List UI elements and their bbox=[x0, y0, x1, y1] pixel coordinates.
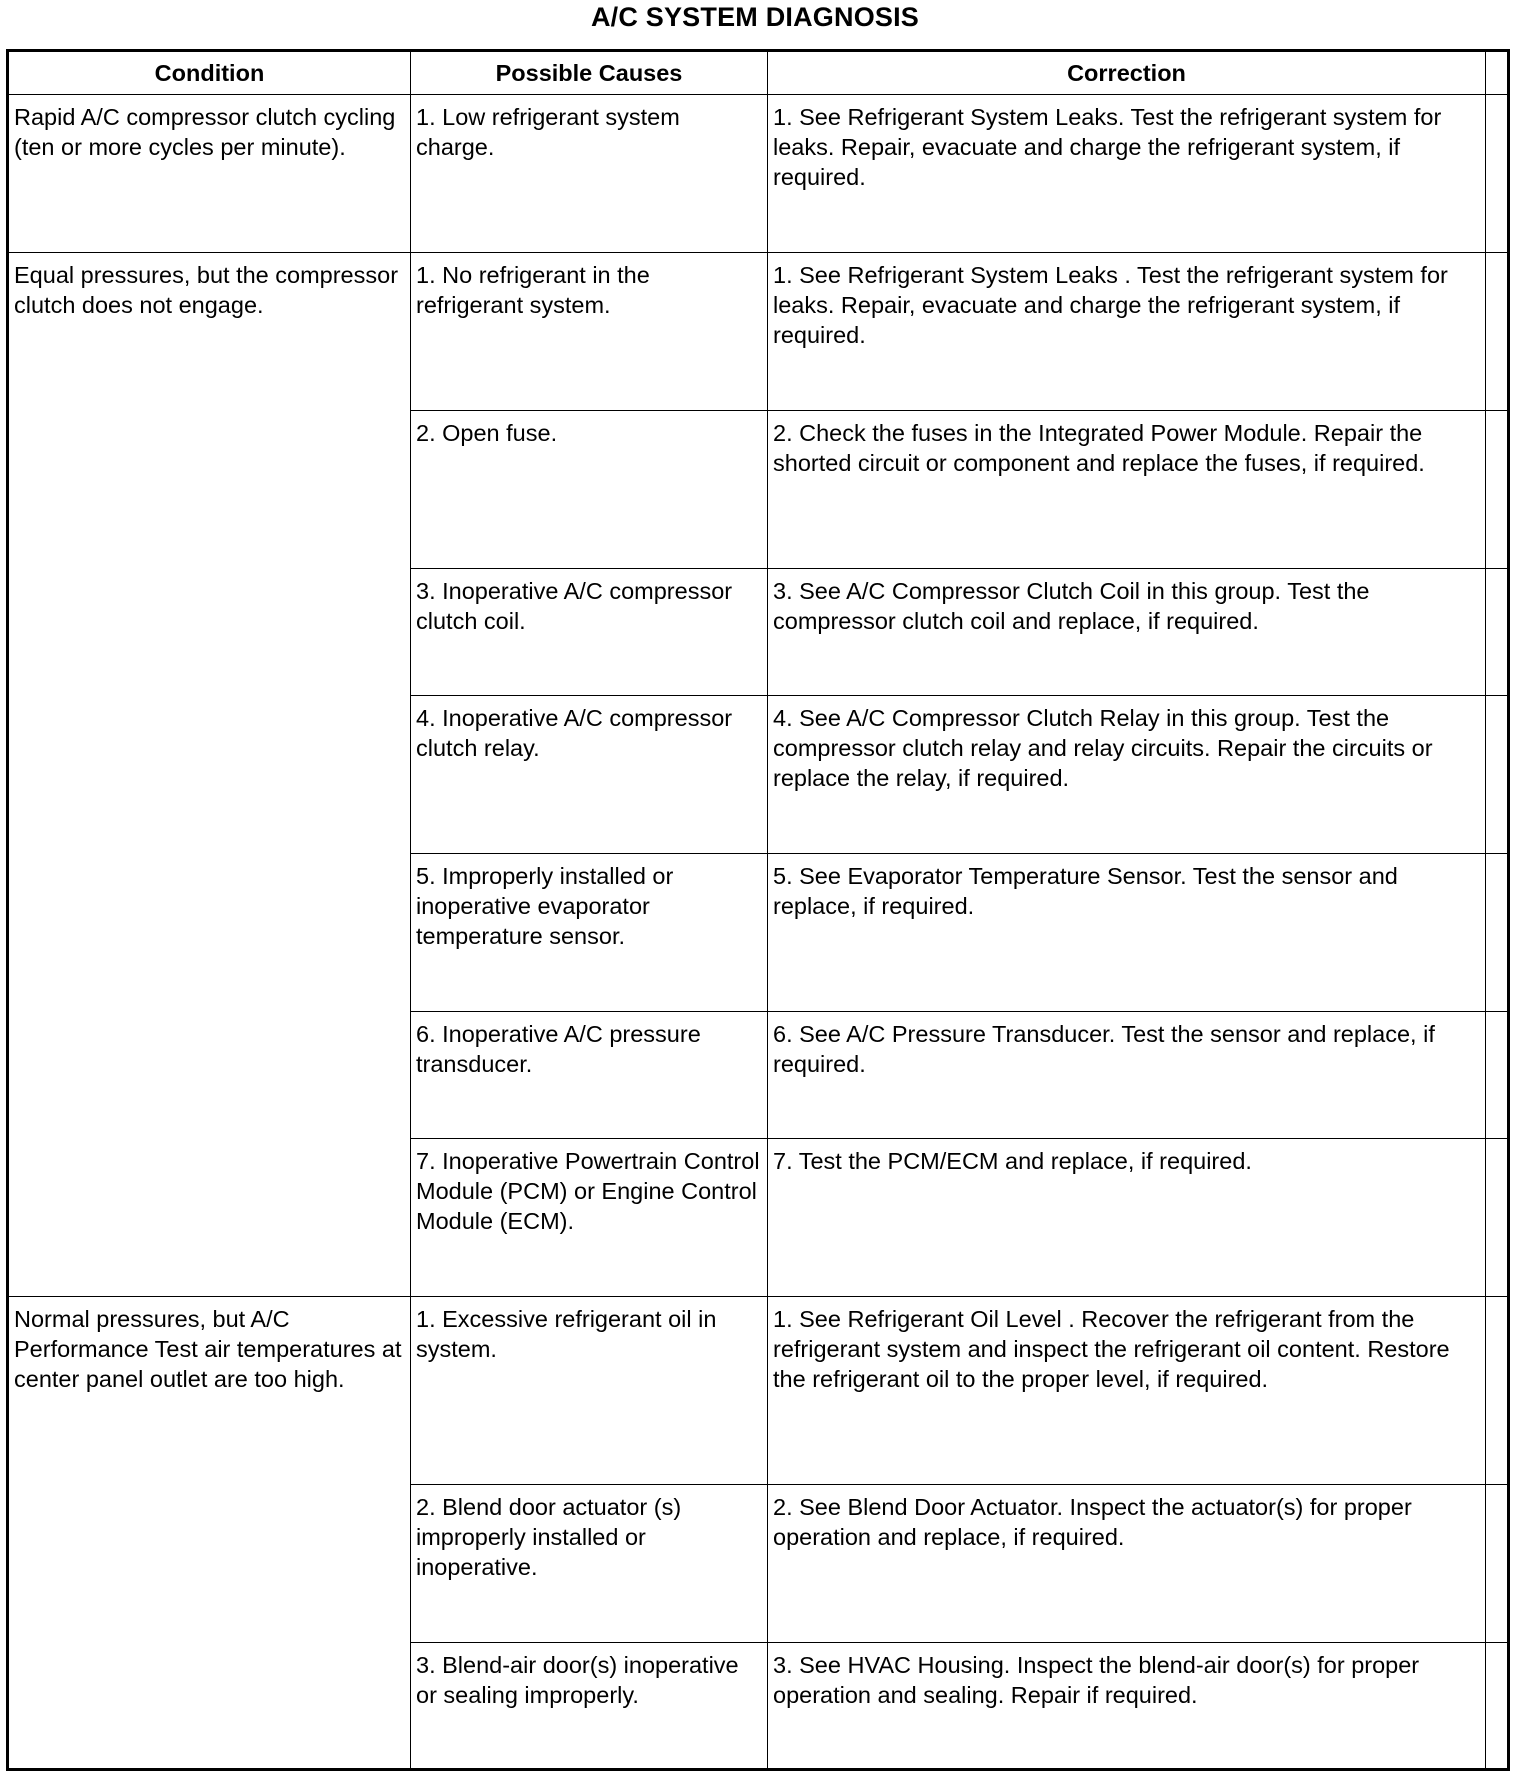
edge-cell bbox=[1486, 1643, 1509, 1770]
header-correction: Correction bbox=[768, 51, 1486, 95]
correction-cell: 2. Check the fuses in the Integrated Power Module. Repair the shorted circuit or component and replace the fuses, if required. bbox=[768, 411, 1486, 569]
cause-cell: 3. Inoperative A/C compressor clutch coil. bbox=[411, 569, 768, 696]
edge-cell bbox=[1486, 411, 1509, 569]
edge-cell bbox=[1486, 569, 1509, 696]
correction-cell: 7. Test the PCM/ECM and replace, if required. bbox=[768, 1139, 1486, 1297]
table-row bbox=[8, 253, 1509, 411]
cause-cell: 2. Open fuse. bbox=[411, 411, 768, 569]
cause-cell: 3. Blend-air door(s) inoperative or sealing improperly. bbox=[411, 1643, 768, 1770]
cause-cell: 1. No refrigerant in the refrigerant system. bbox=[411, 253, 768, 411]
diagnosis-table bbox=[6, 49, 1510, 1771]
edge-cell bbox=[1486, 1139, 1509, 1297]
edge-cell bbox=[1486, 696, 1509, 854]
correction-cell: 6. See A/C Pressure Transducer. Test the sensor and replace, if required. bbox=[768, 1012, 1486, 1139]
correction-cell: 5. See Evaporator Temperature Sensor. Test the sensor and replace, if required. bbox=[768, 854, 1486, 1012]
page-title: A/C SYSTEM DIAGNOSIS bbox=[590, 2, 920, 32]
correction-cell: 3. See A/C Compressor Clutch Coil in this group. Test the compressor clutch coil and replace, if required. bbox=[768, 569, 1486, 696]
correction-cell: 4. See A/C Compressor Clutch Relay in this group. Test the compressor clutch relay and relay circuits. Repair the circuits or replace the relay, if required. bbox=[768, 696, 1486, 854]
cause-cell: 2. Blend door actuator (s) improperly installed or inoperative. bbox=[411, 1485, 768, 1643]
edge-cell bbox=[1486, 253, 1509, 411]
cause-cell: 1. Low refrigerant system charge. bbox=[411, 95, 768, 253]
cause-cell: 7. Inoperative Powertrain Control Module (PCM) or Engine Control Module (ECM). bbox=[411, 1139, 768, 1297]
edge-cell bbox=[1486, 1297, 1509, 1485]
condition-cell: Rapid A/C compressor clutch cycling (ten or more cycles per minute). bbox=[8, 95, 411, 253]
edge-cell bbox=[1486, 854, 1509, 1012]
table-header-row bbox=[8, 51, 1509, 95]
table-row bbox=[8, 95, 1509, 253]
table-row bbox=[8, 1297, 1509, 1485]
cause-cell: 1. Excessive refrigerant oil in system. bbox=[411, 1297, 768, 1485]
cause-cell: 5. Improperly installed or inoperative evaporator temperature sensor. bbox=[411, 854, 768, 1012]
cause-cell: 6. Inoperative A/C pressure transducer. bbox=[411, 1012, 768, 1139]
edge-cell bbox=[1486, 1012, 1509, 1139]
condition-cell: Equal pressures, but the compressor clutch does not engage. bbox=[8, 253, 411, 1297]
correction-cell: 2. See Blend Door Actuator. Inspect the actuator(s) for proper operation and replace, if required. bbox=[768, 1485, 1486, 1643]
correction-cell: 1. See Refrigerant Oil Level . Recover the refrigerant from the refrigerant system and inspect the refrigerant oil content. Restore the refrigerant oil to the proper level, if required. bbox=[768, 1297, 1486, 1485]
header-edge-cell bbox=[1486, 51, 1509, 95]
edge-cell bbox=[1486, 1485, 1509, 1643]
condition-cell: Normal pressures, but A/C Performance Test air temperatures at center panel outlet are too high. bbox=[8, 1297, 411, 1770]
edge-cell bbox=[1486, 95, 1509, 253]
cause-cell: 4. Inoperative A/C compressor clutch relay. bbox=[411, 696, 768, 854]
header-condition: Condition bbox=[8, 51, 411, 95]
correction-cell: 3. See HVAC Housing. Inspect the blend-air door(s) for proper operation and sealing. Repair if required. bbox=[768, 1643, 1486, 1770]
header-possible-causes: Possible Causes bbox=[411, 51, 768, 95]
correction-cell: 1. See Refrigerant System Leaks . Test the refrigerant system for leaks. Repair, evacuate and charge the refrigerant system, if required. bbox=[768, 253, 1486, 411]
correction-cell: 1. See Refrigerant System Leaks. Test the refrigerant system for leaks. Repair, evacuate and charge the refrigerant system, if required. bbox=[768, 95, 1486, 253]
